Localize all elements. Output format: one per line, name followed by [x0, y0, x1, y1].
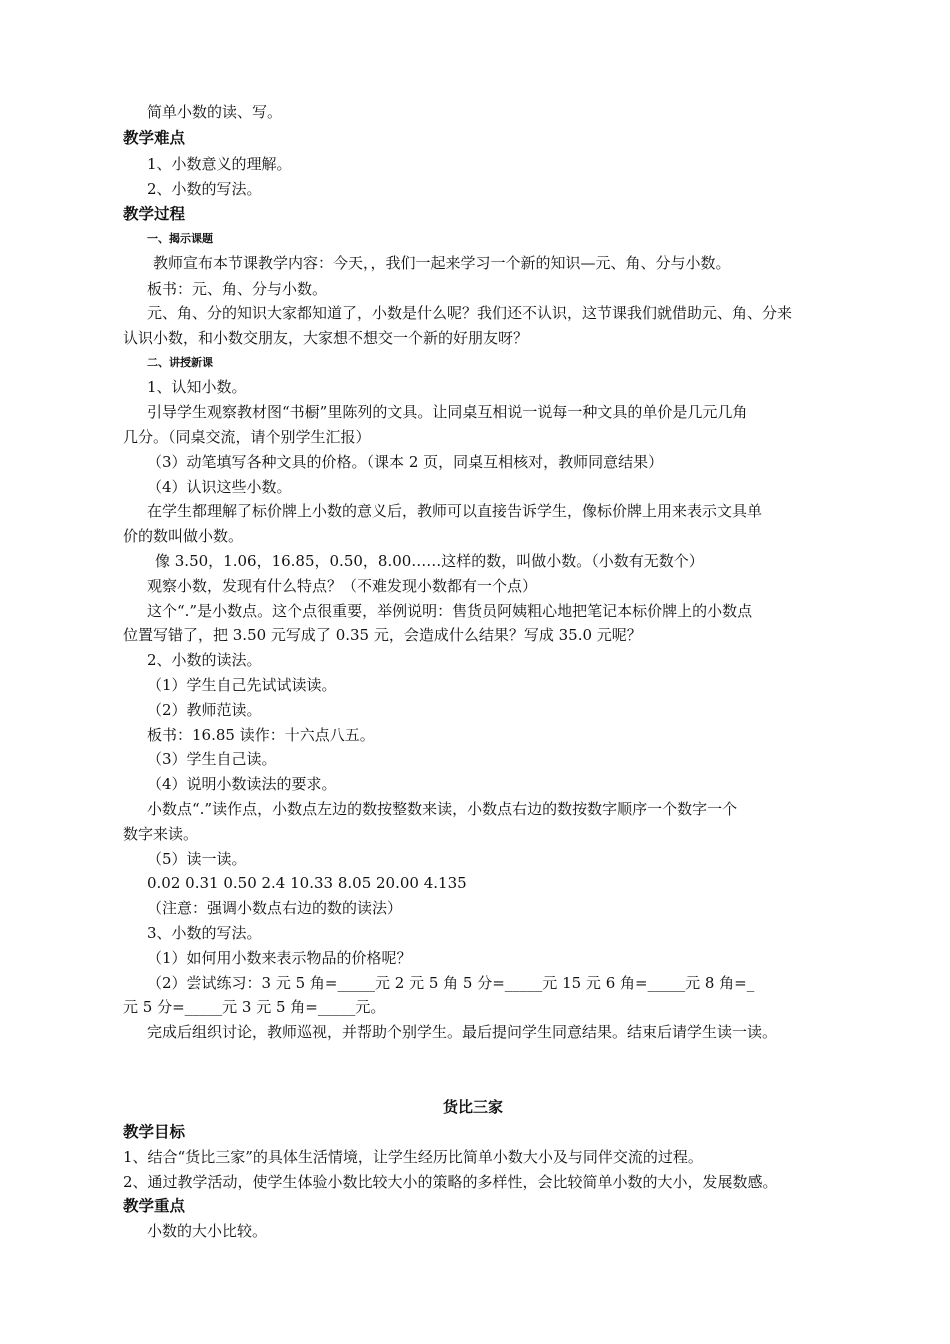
paragraph-line: （4）认识这些小数。 [147, 478, 292, 496]
paragraph-line: 数字来读。 [123, 825, 199, 843]
section-heading-goal: 教学目标 [123, 1123, 186, 1141]
paragraph-line: 板书：16.85 读作：十六点八五。 [147, 726, 375, 744]
paragraph-line: 2、小数的读法。 [147, 651, 262, 669]
paragraph-line: 1、结合“货比三家”的具体生活情境，让学生经历比简单小数大小及与同伴交流的过程。 [123, 1148, 703, 1166]
paragraph-line: 像 3.50，1.06，16.85，0.50，8.00……这样的数，叫做小数。（小数有无数个） [155, 552, 704, 570]
paragraph-line: 教师宣布本节课教学内容：今天，，我们一起来学习一个新的知识—元、角、分与小数。 [153, 254, 731, 272]
paragraph-line: 1、认知小数。 [147, 378, 247, 396]
paragraph-line: 认识小数，和小数交朋友，大家想不想交一个新的好朋友呀？ [123, 329, 529, 347]
paragraph-line: 在学生都理解了标价牌上小数的意义后，教师可以直接告诉学生，像标价牌上用来表示文具单 [147, 502, 763, 520]
lesson-title: 货比三家 [443, 1098, 504, 1116]
paragraph-line: 几分。（同桌交流，请个别学生汇报） [123, 428, 371, 446]
paragraph-line: 3、小数的写法。 [147, 924, 262, 942]
paragraph-line: 元、角、分的知识大家都知道了，小数是什么呢？我们还不认识，这节课我们就借助元、角、分来 [147, 304, 793, 322]
paragraph-line: 小数的大小比较。 [147, 1222, 268, 1240]
paragraph-line: （5）读一读。 [147, 850, 247, 868]
paragraph-line: （2）教师范读。 [147, 701, 262, 719]
section-heading-key: 教学重点 [123, 1197, 186, 1215]
paragraph-line: （2）尝试练习：3 元 5 角=_____元 2 元 5 角 5 分=_____元 15 元 6 角=_____元 8 角=_ [147, 974, 755, 992]
section-heading-difficulty: 教学难点 [123, 129, 186, 147]
paragraph-line: （4）说明小数读法的要求。 [147, 775, 337, 793]
paragraph-line: 这个“.”是小数点。这个点很重要，举例说明：售货员阿姨粗心地把笔记本标价牌上的小数点 [147, 602, 753, 620]
section-heading-process: 教学过程 [123, 205, 186, 223]
paragraph-line: 小数点“.”读作点，小数点左边的数按整数来读，小数点右边的数按数字顺序一个数字一个 [147, 800, 738, 818]
paragraph-line: （1）如何用小数来表示物品的价格呢？ [147, 949, 412, 967]
paragraph-line: 2、通过教学活动，使学生体验小数比较大小的策略的多样性，会比较简单小数的大小，发展数感。 [123, 1173, 778, 1191]
paragraph-line: 完成后组织讨论，教师巡视，并帮助个别学生。最后提问学生同意结果。结束后请学生读一读。 [147, 1023, 778, 1041]
paragraph-line: 1、小数意义的理解。 [147, 155, 292, 173]
paragraph-line: 2、小数的写法。 [147, 180, 262, 198]
paragraph-line: 引导学生观察教材图“书橱”里陈列的文具。让同桌互相说一说每一种文具的单价是几元几角 [147, 403, 748, 421]
paragraph-line: 观察小数，发现有什么特点？（不难发现小数都有一个点） [147, 577, 538, 595]
paragraph-line: （3）学生自己读。 [147, 750, 277, 768]
paragraph-line: 价的数叫做小数。 [123, 527, 244, 545]
paragraph-line: 板书：元、角、分与小数。 [147, 280, 328, 298]
paragraph-line: （3）动笔填写各种文具的价格。（课本 2 页，同桌互相核对，教师同意结果） [147, 453, 664, 471]
paragraph-line: 0.02 0.31 0.50 2.4 10.33 8.05 20.00 4.135 [147, 874, 467, 892]
paragraph-line: （注意：强调小数点右边的数的读法） [147, 899, 403, 917]
paragraph-line: 位置写错了，把 3.50 元写成了 0.35 元，会造成什么结果？写成 35.0 元呢？ [123, 626, 642, 644]
subheading-new-lesson: 二、讲授新课 [147, 356, 213, 369]
paragraph-line: （1）学生自己先试试读读。 [147, 676, 337, 694]
paragraph-line: 元 5 分=_____元 3 元 5 角=_____元。 [123, 998, 386, 1016]
subheading-intro: 一、揭示课题 [147, 232, 213, 245]
paragraph-line: 简单小数的读、写。 [147, 103, 283, 121]
